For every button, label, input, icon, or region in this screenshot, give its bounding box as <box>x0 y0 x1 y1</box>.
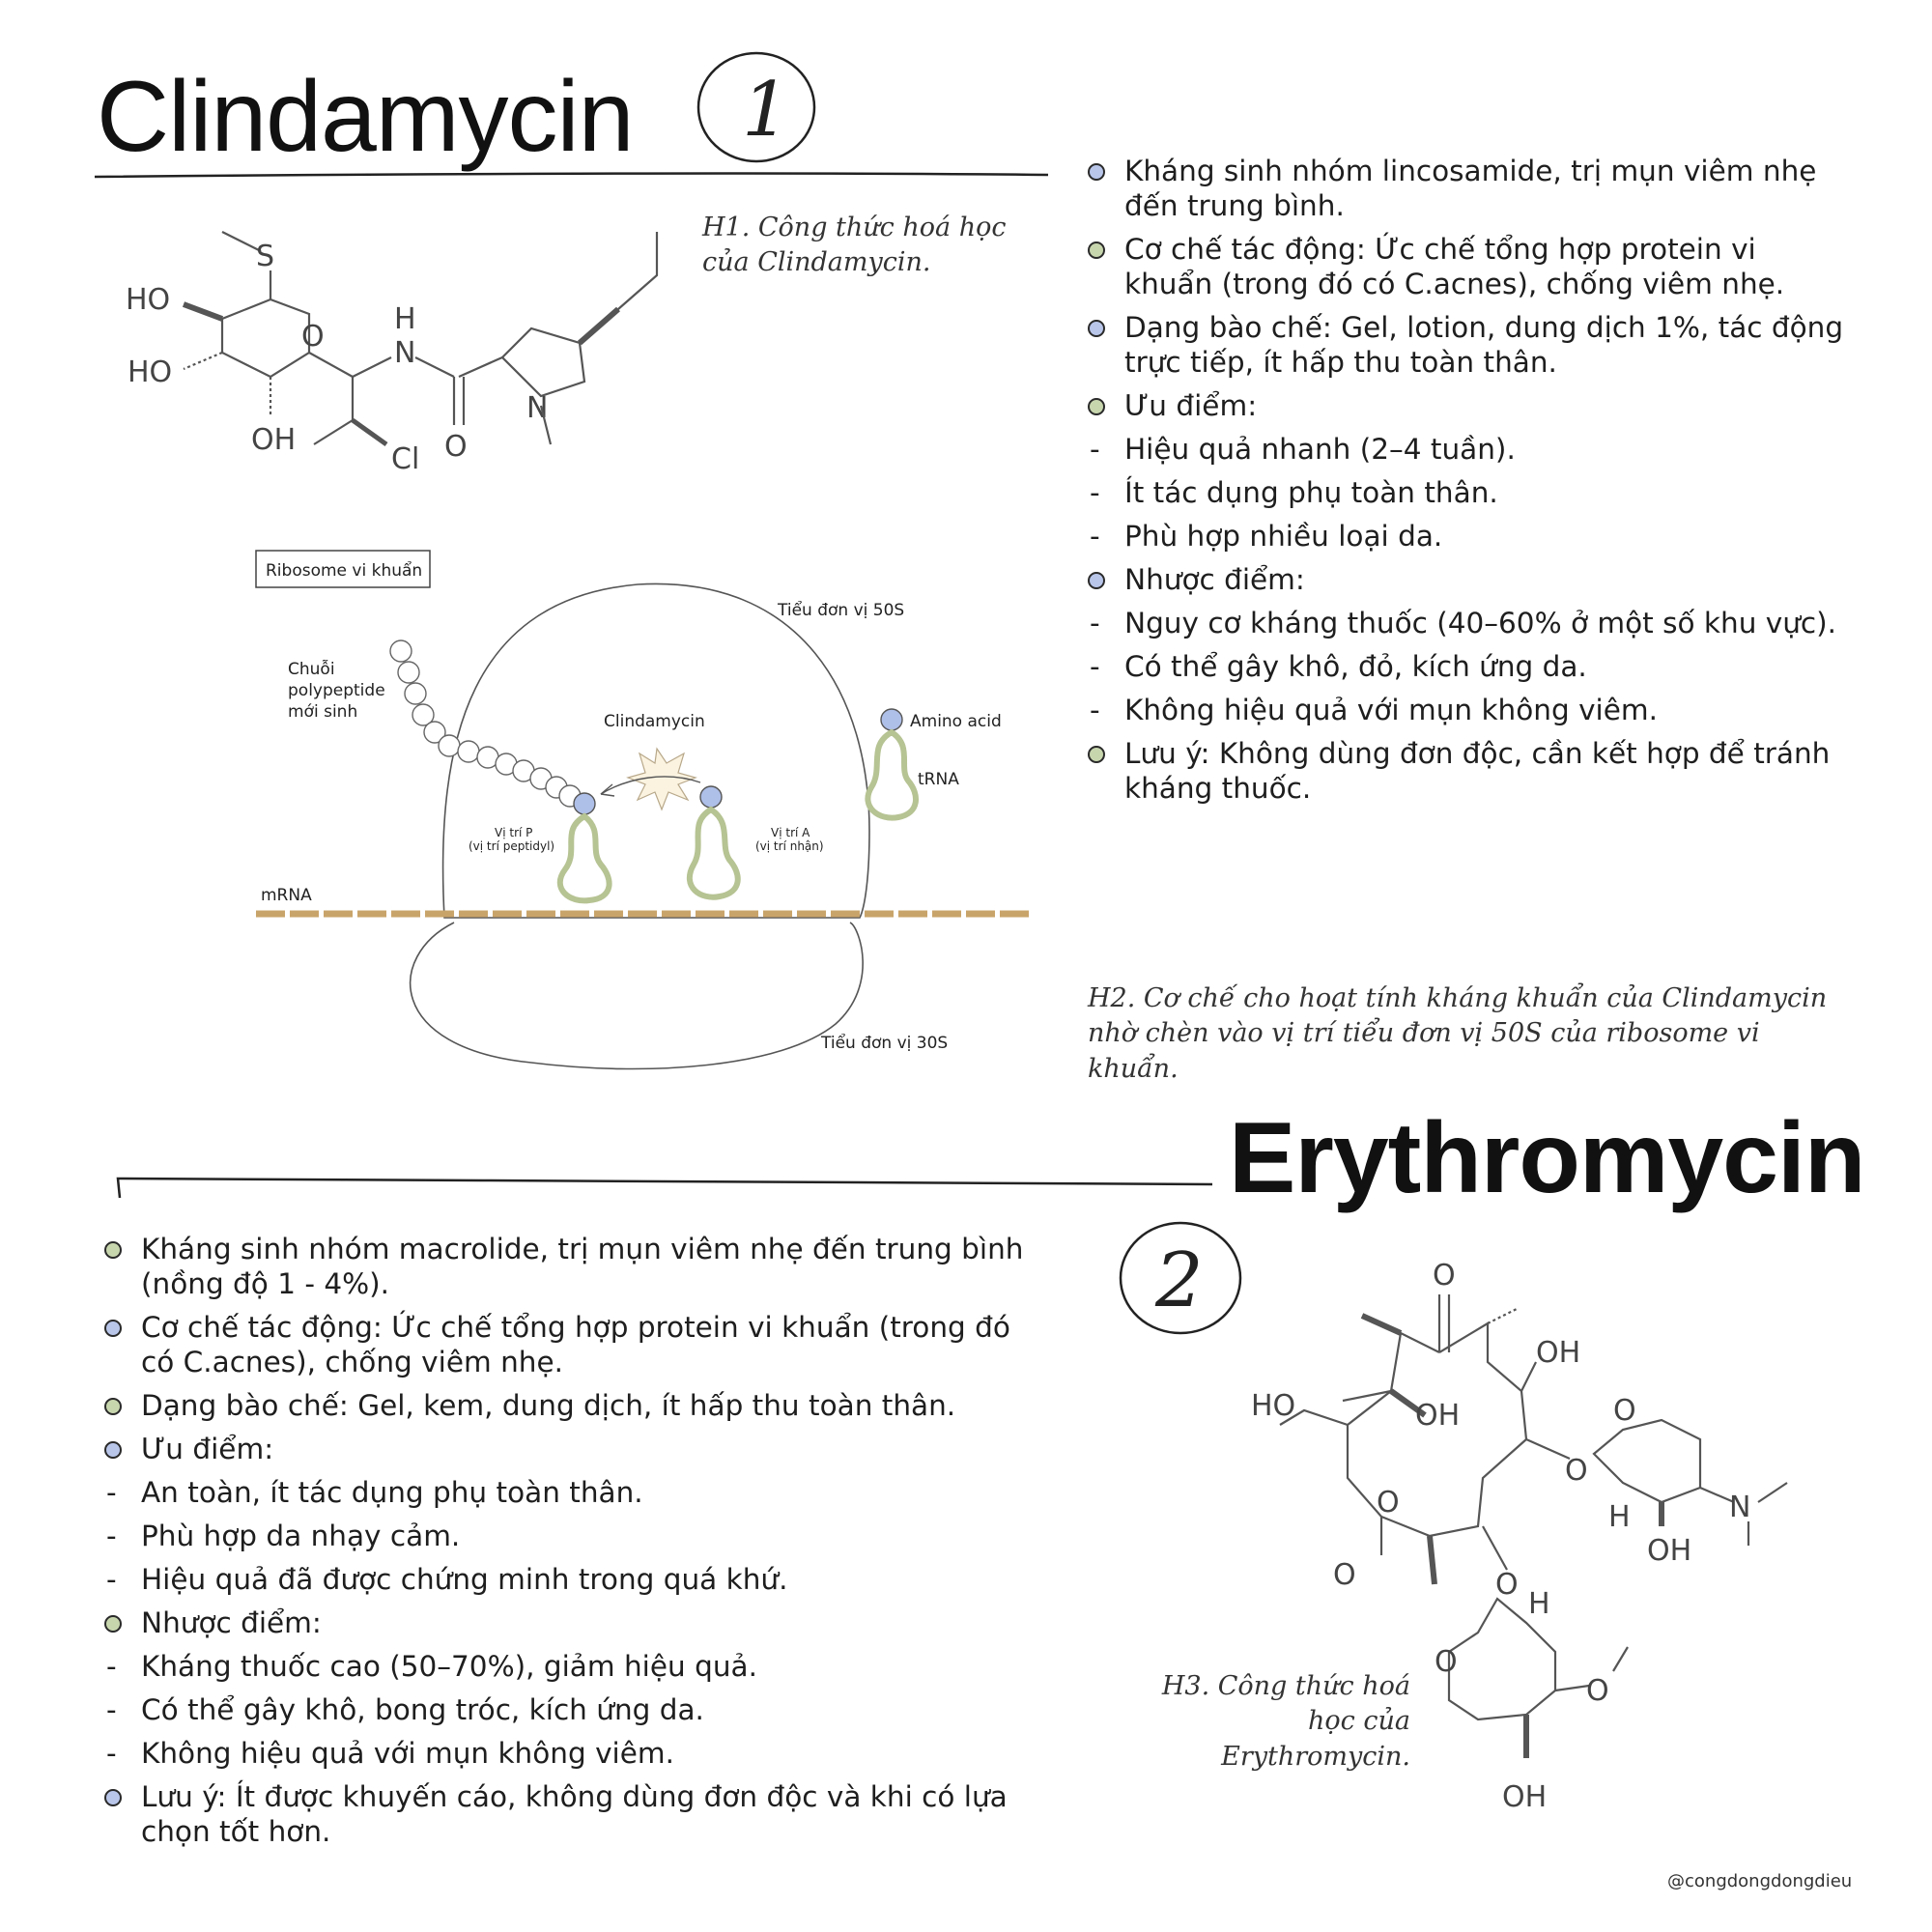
trna-label: tRNA <box>918 770 959 789</box>
point-text: Có thể gây khô, bong tróc, kích ứng da. <box>141 1692 704 1726</box>
dash-marker: - <box>106 1519 117 1552</box>
ery-o-lactone: O <box>1377 1486 1400 1520</box>
dash-point <box>1088 520 1851 554</box>
dash-marker: - <box>106 1692 117 1726</box>
clindamycin-points <box>1088 155 1851 815</box>
point-text: Kháng thuốc cao (50–70%), giảm hiệu quả. <box>141 1649 757 1683</box>
ery-o-methoxy: O <box>1586 1674 1609 1708</box>
dash-point <box>104 1650 1032 1685</box>
subunit-30s <box>411 923 863 1069</box>
point-text: Kháng sinh nhóm lincosamide, trị mụn viêm nhẹ đến trung bình. <box>1124 155 1817 222</box>
dash-marker: - <box>106 1736 117 1770</box>
dash-marker: - <box>1090 606 1100 639</box>
p-site-amino <box>574 793 595 814</box>
atom-n2: N <box>526 391 549 425</box>
section-1-title: Clindamycin <box>97 61 634 173</box>
bullet-marker-icon <box>1088 163 1105 181</box>
dash-point <box>1088 476 1851 511</box>
section-2-underline <box>118 1179 1212 1198</box>
mrna-label: mRNA <box>261 886 312 905</box>
point-text: Không hiệu quả với mụn không viêm. <box>141 1736 675 1770</box>
dash-marker: - <box>1090 519 1100 553</box>
atom-s: S <box>256 240 275 273</box>
point-text: Cơ chế tác động: Ức chế tổng hợp protein vi khuẩn (trong đó có C.acnes), chống viêm nhẹ. <box>1124 232 1785 300</box>
ery-o-ring3: O <box>1435 1645 1458 1679</box>
dash-marker: - <box>1090 475 1100 509</box>
ery-h2: H <box>1528 1587 1550 1621</box>
atom-o-ring: O <box>301 320 325 354</box>
atom-cl: Cl <box>391 442 420 476</box>
bullet-point <box>1088 389 1851 424</box>
point-text: Ưu điểm: <box>1124 388 1258 422</box>
dash-marker: - <box>106 1562 117 1596</box>
erythromycin-points <box>104 1233 1032 1859</box>
dash-marker: - <box>106 1475 117 1509</box>
ery-oh3: OH <box>1647 1534 1692 1568</box>
author-handle: @congdongdongdieu <box>1667 1871 1853 1891</box>
point-text: Có thể gây khô, đỏ, kích ứng da. <box>1124 649 1587 683</box>
ery-n: N <box>1729 1491 1751 1524</box>
ery-o-ester: O <box>1333 1558 1356 1592</box>
caption-h3: H3. Công thức hoá học của Erythromycin. <box>1161 1671 1410 1772</box>
bullet-marker-icon <box>104 1615 122 1633</box>
ery-o-link1: O <box>1565 1454 1588 1488</box>
point-text: Phù hợp nhiều loại da. <box>1124 519 1443 553</box>
point-text: Dạng bào chế: Gel, lotion, dung dịch 1%, tác động trực tiếp, ít hấp thu toàn thân. <box>1124 310 1844 379</box>
p-site-label-2: (vị trí peptidyl) <box>469 839 555 853</box>
bullet-marker-icon <box>1088 242 1105 259</box>
number-2-text: 2 <box>1155 1237 1204 1324</box>
point-text: An toàn, ít tác dụng phụ toàn thân. <box>141 1475 643 1509</box>
point-text: Dạng bào chế: Gel, kem, dung dịch, ít hấp thu toàn thân. <box>141 1388 956 1422</box>
peptide-label-3: mới sinh <box>288 702 358 722</box>
point-text: Lưu ý: Ít được khuyến cáo, không dùng đơn độc và khi có lựa chọn tốt hơn. <box>141 1779 1008 1848</box>
ery-ho: HO <box>1251 1389 1296 1423</box>
dash-point <box>1088 650 1851 685</box>
atom-n1: N <box>394 336 416 370</box>
bullet-marker-icon <box>104 1398 122 1415</box>
ribosome-diagram <box>242 541 1043 1082</box>
point-text: Hiệu quả nhanh (2–4 tuần). <box>1124 432 1516 466</box>
point-text: Nhược điểm: <box>141 1605 322 1639</box>
bullet-marker-icon <box>1088 398 1105 415</box>
bullet-point <box>1088 155 1851 224</box>
caption-h1: H1. Công thức hoá học của Clindamycin. <box>702 213 1007 278</box>
number-1-text: 1 <box>742 67 790 154</box>
peptide-label-1: Chuỗi <box>288 660 335 679</box>
bullet-point <box>1088 737 1851 807</box>
ery-o-top: O <box>1433 1259 1456 1293</box>
dash-point <box>104 1737 1032 1772</box>
point-text: Ưu điểm: <box>141 1432 274 1465</box>
subunit-30s-label: Tiểu đơn vị 30S <box>821 1034 949 1053</box>
bullet-point <box>104 1780 1032 1850</box>
section-1-underline <box>95 174 1048 177</box>
bullet-point <box>1088 311 1851 381</box>
dash-point <box>1088 607 1851 641</box>
bullet-marker-icon <box>104 1789 122 1806</box>
point-text: Kháng sinh nhóm macrolide, trị mụn viêm nhẹ đến trung bình (nồng độ 1 - 4%). <box>141 1233 1024 1300</box>
bullet-point <box>104 1433 1032 1467</box>
bullet-point <box>1088 563 1851 598</box>
atom-ho2: HO <box>128 355 173 389</box>
ery-oh4: OH <box>1502 1780 1548 1814</box>
ery-oh1: OH <box>1415 1399 1461 1433</box>
dash-point <box>104 1476 1032 1511</box>
bullet-marker-icon <box>1088 320 1105 337</box>
ery-o-link2: O <box>1495 1568 1519 1602</box>
point-text: Phù hợp da nhạy cảm. <box>141 1519 461 1552</box>
point-text: Nguy cơ kháng thuốc (40–60% ở một số khu vực). <box>1124 606 1837 639</box>
bullet-marker-icon <box>1088 746 1105 763</box>
point-text: Ít tác dụng phụ toàn thân. <box>1124 475 1498 509</box>
bullet-point <box>104 1233 1032 1302</box>
dash-point <box>104 1563 1032 1598</box>
bullet-point <box>104 1311 1032 1380</box>
bullet-point <box>1088 233 1851 302</box>
dash-point <box>1088 433 1851 468</box>
dash-marker: - <box>106 1649 117 1683</box>
ery-o-ring2: O <box>1613 1394 1636 1428</box>
a-site-amino <box>700 786 722 808</box>
dash-marker: - <box>1090 693 1100 726</box>
section-2-title: Erythromycin <box>1229 1102 1865 1214</box>
bullet-marker-icon <box>104 1320 122 1337</box>
amino-label: Amino acid <box>910 712 1002 731</box>
clindamycin-structure <box>116 203 696 531</box>
dash-marker: - <box>1090 432 1100 466</box>
caption-h2: H2. Cơ chế cho hoạt tính kháng khuẩn của Clindamycin nhờ chèn vào vị trí tiểu đơn vị 50S của ribosome vi khuẩn. <box>1088 983 1828 1084</box>
point-text: Nhược điểm: <box>1124 562 1305 596</box>
bullet-point <box>104 1389 1032 1424</box>
dash-marker: - <box>1090 649 1100 683</box>
ribosome-box-label: Ribosome vi khuẩn <box>266 561 423 581</box>
atom-ho1: HO <box>126 283 171 317</box>
subunit-50s-label: Tiểu đơn vị 50S <box>778 601 905 620</box>
bullet-marker-icon <box>104 1241 122 1259</box>
bullet-marker-icon <box>104 1441 122 1459</box>
drug-label: Clindamycin <box>604 712 705 731</box>
point-text: Lưu ý: Không dùng đơn độc, cần kết hợp để tránh kháng thuốc. <box>1124 736 1831 805</box>
dash-point <box>104 1693 1032 1728</box>
dash-point <box>104 1520 1032 1554</box>
a-site-label-1: Vị trí A <box>771 826 810 839</box>
point-text: Hiệu quả đã được chứng minh trong quá khứ. <box>141 1562 788 1596</box>
atom-h: H <box>394 302 416 336</box>
point-text: Cơ chế tác động: Ức chế tổng hợp protein vi khuẩn (trong đó có C.acnes), chống viêm nhẹ. <box>141 1310 1010 1378</box>
free-amino-acid <box>881 709 902 730</box>
ery-oh2: OH <box>1536 1336 1581 1370</box>
atom-o-carbonyl: O <box>444 430 468 464</box>
bullet-marker-icon <box>1088 572 1105 589</box>
bullet-point <box>104 1606 1032 1641</box>
a-site-label-2: (vị trí nhận) <box>755 839 824 853</box>
point-text: Không hiệu quả với mụn không viêm. <box>1124 693 1659 726</box>
ery-h1: H <box>1608 1500 1631 1534</box>
atom-oh: OH <box>251 423 297 457</box>
dash-point <box>1088 694 1851 728</box>
peptide-label-2: polypeptide <box>288 681 385 700</box>
p-site-label-1: Vị trí P <box>495 826 533 839</box>
free-trna <box>867 732 916 818</box>
